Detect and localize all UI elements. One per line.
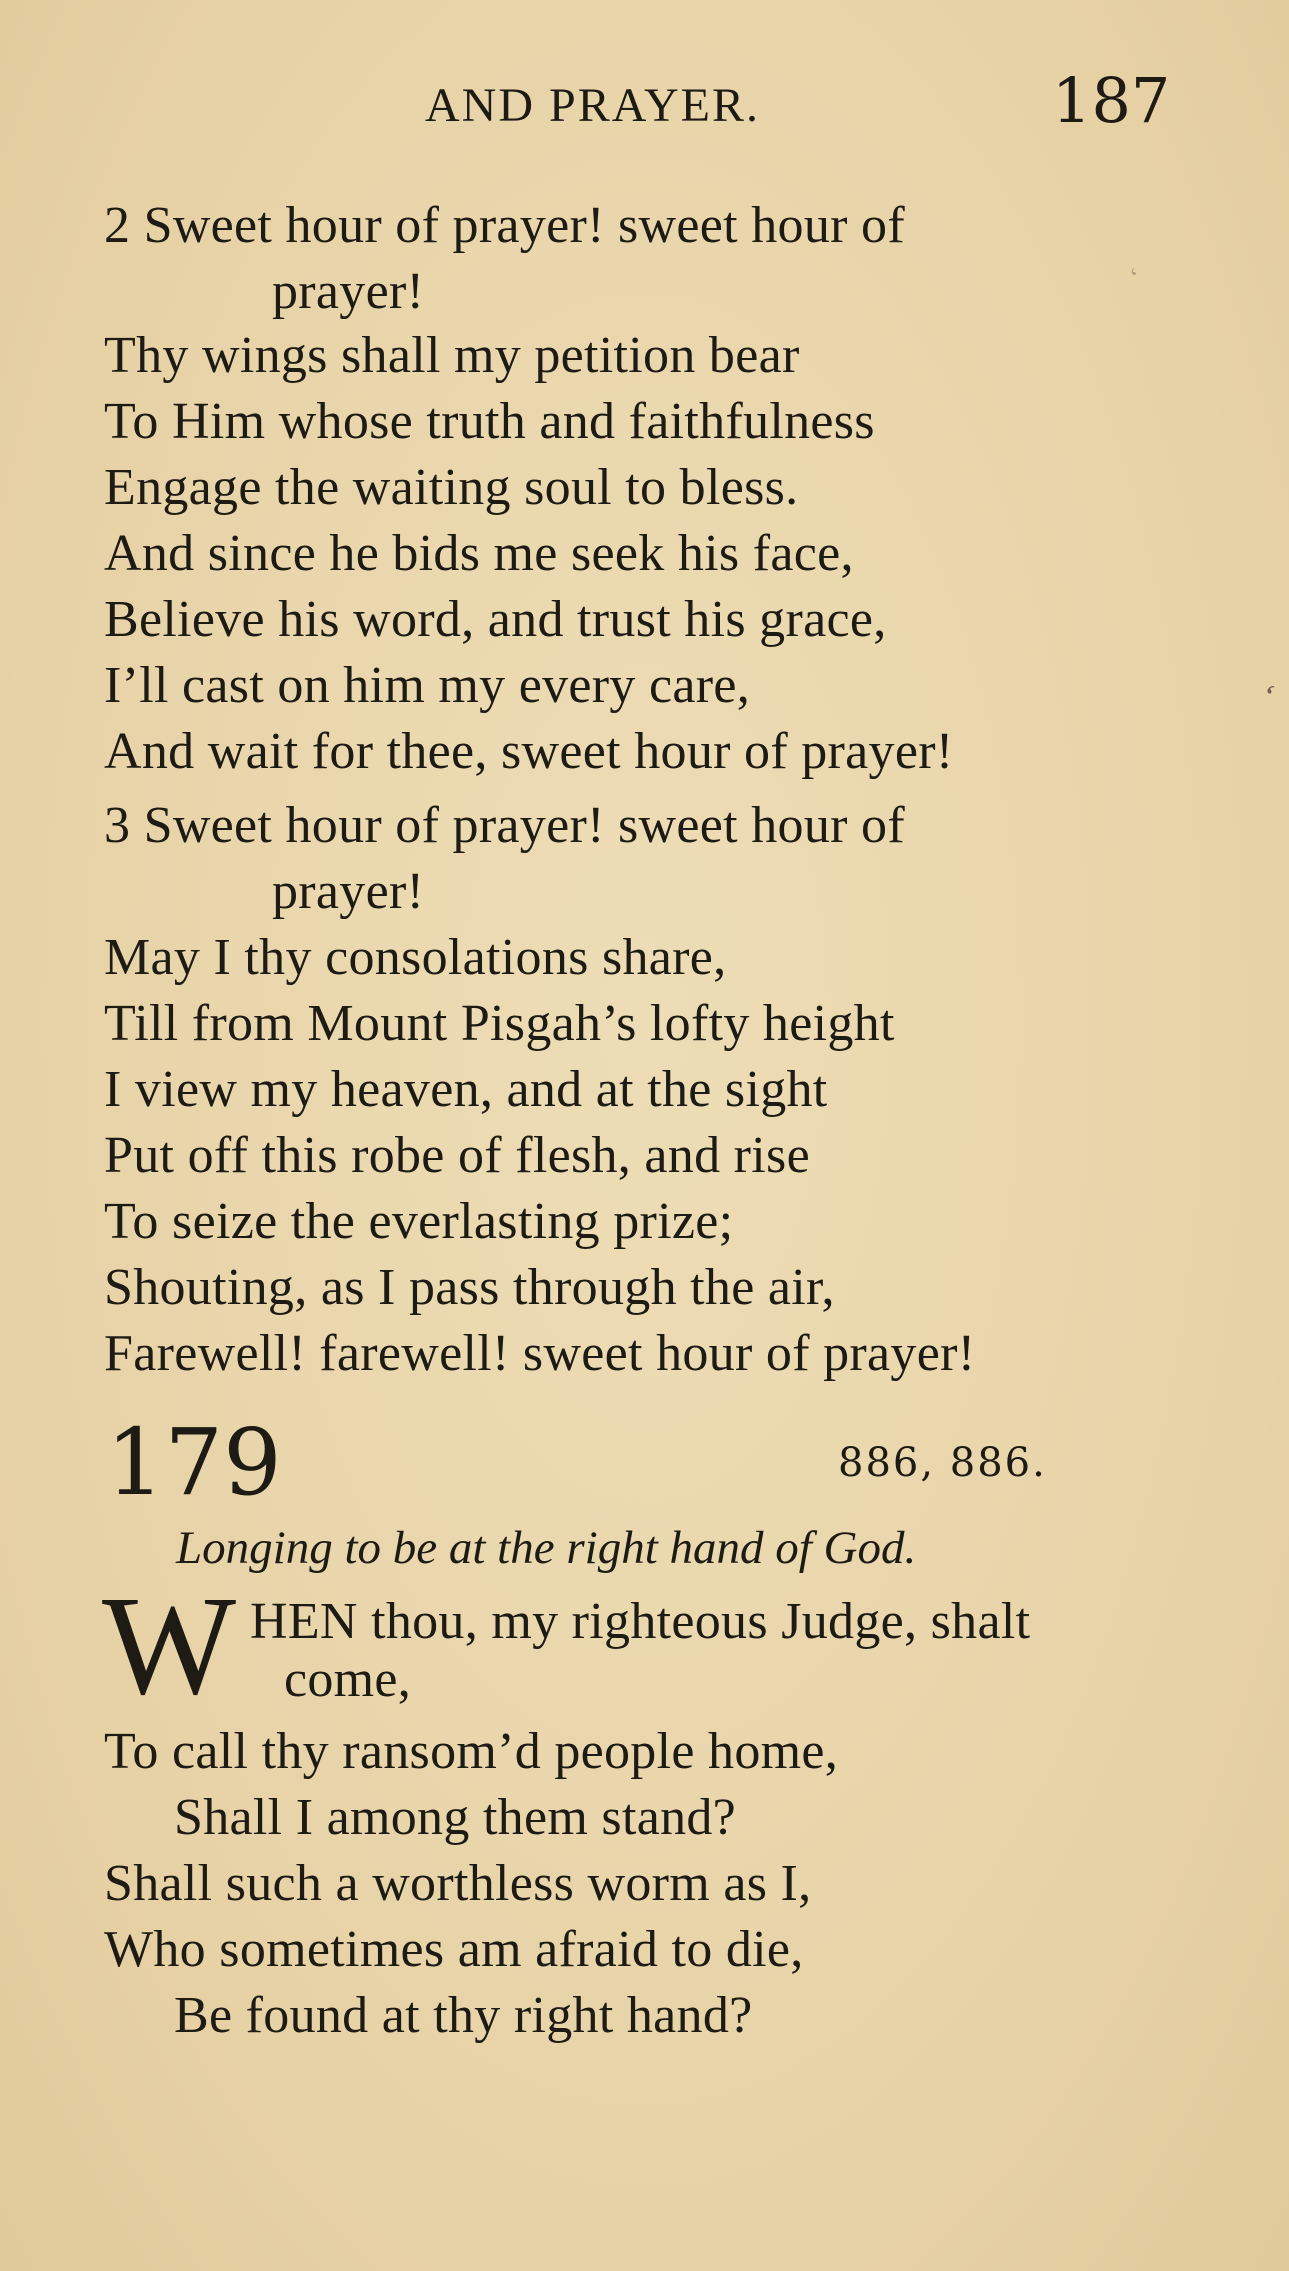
stanza-3-line-1: 3 Sweet hour of prayer! sweet hour of [104,797,905,854]
stanza-3-line-2: May I thy consolations share, [104,929,727,986]
hymn-line-3: Shall I among them stand? [174,1789,737,1846]
stanza-2-line-2: Thy wings shall my petition bear [104,327,800,384]
hymn-line-1: HEN thou, my righteous Judge, shalt [250,1593,1031,1650]
stanza-3-line-3: Till from Mount Pisgah’s lofty height [104,995,895,1052]
stanza-2-line-1-continued: prayer! [272,263,425,320]
stanza-3-line-5: Put off this robe of flesh, and rise [104,1127,810,1184]
hymn-meter: 886, 886. [838,1440,1047,1486]
stanza-3-line-4: I view my heaven, and at the sight [104,1061,828,1118]
hymn-line-2: To call thy ransom’d people home, [104,1723,839,1780]
stanza-2-line-5: And since he bids me seek his face, [104,525,854,582]
stanza-3-line-1-continued: prayer! [272,863,425,920]
stray-ink-mark: ‘ [1256,677,1280,716]
stanza-2-line-8: And wait for thee, sweet hour of prayer! [104,723,954,780]
hymn-line-5: Who sometimes am afraid to die, [104,1921,804,1978]
stanza-3-line-8: Farewell! farewell! sweet hour of prayer! [104,1325,976,1382]
stanza-3-line-7: Shouting, as I pass through the air, [104,1259,835,1316]
stanza-2-line-7: I’ll cast on him my every care, [104,657,751,714]
stanza-3-line-6: To seize the everlasting prize; [104,1193,734,1250]
hymn-line-1-continued: come, [284,1651,412,1708]
hymn-subtitle: Longing to be at the right hand of God. [176,1522,917,1574]
drop-cap: W [102,1566,237,1724]
hymn-line-6: Be found at thy right hand? [174,1987,753,2044]
stanza-2-line-1: 2 Sweet hour of prayer! sweet hour of [104,197,905,254]
faint-ink-mark: ‘ [1125,261,1148,292]
page-number: 187 [1052,64,1171,137]
running-head: AND PRAYER. [425,79,760,132]
stanza-2-line-3: To Him whose truth and faithfulness [104,393,875,450]
hymn-number: 179 [106,1409,282,1516]
hymn-line-4: Shall such a worthless worm as I, [104,1855,812,1912]
stanza-2-line-4: Engage the waiting soul to bless. [104,459,799,516]
stanza-2-line-6: Believe his word, and trust his grace, [104,591,887,648]
